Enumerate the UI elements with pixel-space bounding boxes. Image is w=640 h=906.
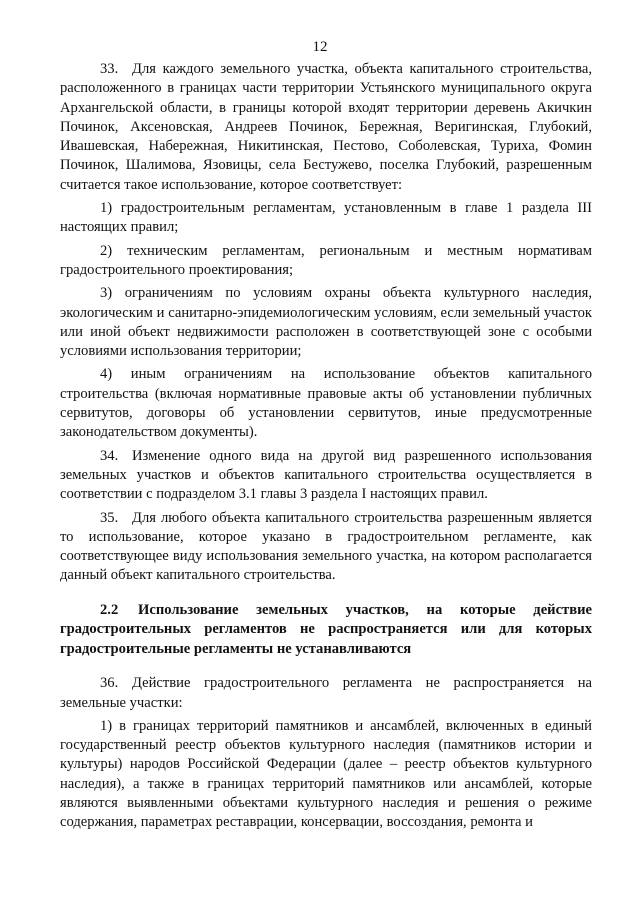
section-number: 2.2 xyxy=(100,601,119,618)
paragraph-number: 36. xyxy=(100,675,119,692)
page-number: 12 xyxy=(312,39,328,55)
paragraph-text: Для любого объекта капитального строительства разрешенным является то использование, которое указано в градостроительном регламенте, как соответствующее виду использования земельного участка, на котором располагается данный объект капитального строительства. xyxy=(60,509,592,584)
paragraph-36 xyxy=(60,674,592,713)
paragraph-36-item-1: 1) в границах территорий памятников и ансамблей, включенных в единый государственный реестр объектов культурного наследия (памятников истории и культуры) народов Российской Федерации (далее – реестр объектов культурного наследия), а также в границах территорий памятников или ансамблей, которые являются выявленными объектами культурного наследия и решения о режиме содержания, параметрах реставрации, консервации, воссоздания, ремонта и xyxy=(60,717,592,831)
document-body xyxy=(60,60,592,833)
paragraph-35 xyxy=(60,509,592,586)
paragraph-text: Для каждого земельного участка, объекта капитального строительства, расположенного в границах части территории Устьянского муниципального округа Архангельской области, в границы которой входят территории деревень Акичкин Починок, Аксеновская, Андреев Починок, Бережная, Веригинская, Глубокий, Ивашевская, Набережная, Никитинская, Пестово, Соболевская, Туриха, Фомин Починок, Шалимова, Язовицы, села Бестужево, поселка Глубокий, разрешенным считается такое использование, которое соответствует: xyxy=(60,61,592,193)
paragraph-text: Действие градостроительного регламента не распространяется на земельные участки: xyxy=(60,675,592,711)
section-heading-2-2 xyxy=(60,601,592,660)
paragraph-33-item-2: 2) техническим регламентам, региональным и местным нормативам градостроительного проектирования; xyxy=(60,242,592,278)
paragraph-33-item-3: 3) ограничениям по условиям охраны объекта культурного наследия, экологическим и санитарно-эпидемиологическим условиям, если земельный участок или иной объект недвижимости расположен в соответствующей зоне с особыми условиями использования территории; xyxy=(60,285,592,360)
paragraph-33-item-1: 1) градостроительным регламентам, установленным в главе 1 раздела III настоящих правил; xyxy=(60,200,592,236)
paragraph-33 xyxy=(60,60,592,195)
section-title: Использование земельных участков, на которые действие градостроительных регламентов не распространяется или для которых градостроительные регламенты не устанавливаются xyxy=(60,601,592,657)
paragraph-number: 34. xyxy=(100,447,119,464)
paragraph-number: 33. xyxy=(100,61,119,77)
paragraph-text: Изменение одного вида на другой вид разрешенного использования земельных участков и объектов капитального строительства осуществляется в соответствии с подразделом 3.1 главы 3 раздела I настоящих правил. xyxy=(60,447,592,503)
paragraph-33-item-4: 4) иным ограничениям на использование объектов капитального строительства (включая нормативные правовые акты об установлении публичных сервитутов, договоры об установлении сервитутов, иные предусмотренные законодательством документы). xyxy=(60,366,592,441)
paragraph-34 xyxy=(60,447,592,505)
paragraph-number: 35. xyxy=(100,509,119,526)
